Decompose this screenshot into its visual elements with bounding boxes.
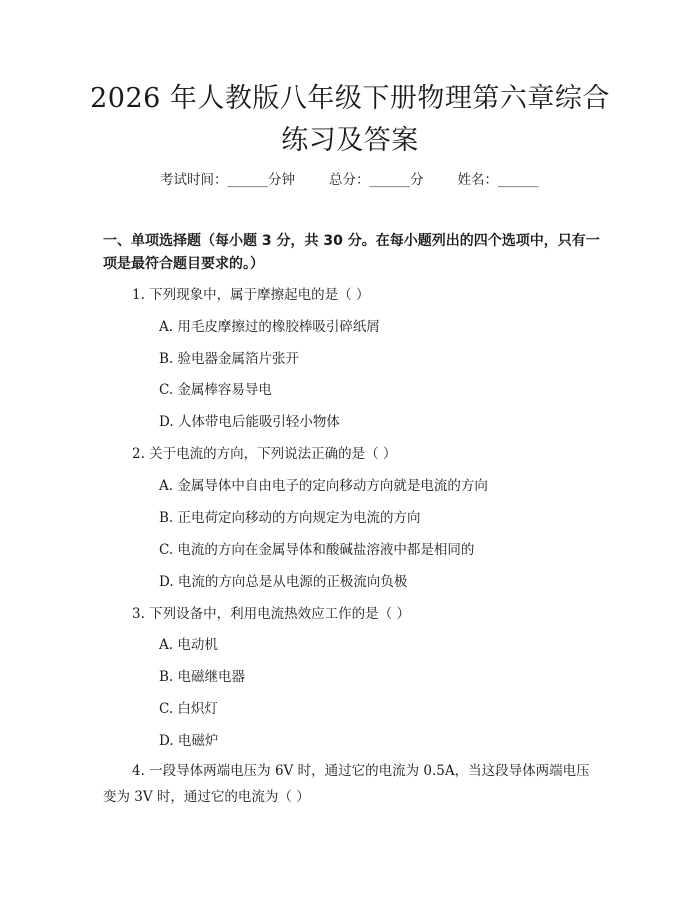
question-2-stem: 2. 关于电流的方向，下列说法正确的是（ ） xyxy=(132,446,397,462)
question-3-option-b: B. 电磁继电器 xyxy=(159,669,246,685)
section-heading: 一、单项选择题（每小题 3 分，共 30 分。在每小题列出的四个选项中，只有一项是最符合题目要求的。） xyxy=(103,233,600,272)
question-3-option-d: D. 电磁炉 xyxy=(159,733,219,749)
question-1-option-d: D. 人体带电后能吸引轻小物体 xyxy=(159,414,340,430)
question-3-stem: 3. 下列设备中，利用电流热效应工作的是（ ） xyxy=(132,606,410,622)
question-1-option-a: A. 用毛皮摩擦过的橡胶棒吸引碎纸屑 xyxy=(159,319,380,335)
question-1-stem: 1. 下列现象中，属于摩擦起电的是（ ） xyxy=(132,287,370,303)
question-1-option-c: C. 金属棒容易导电 xyxy=(159,382,272,398)
question-4-stem: 4. 一段导体两端电压为 6V 时，通过它的电流为 0.5A，当这段导体两端电压变为 3V 时，通过它的电流为（ ） xyxy=(103,763,590,805)
question-2-option-a: A. 金属导体中自由电子的定向移动方向就是电流的方向 xyxy=(159,478,488,494)
total-score-field: 总分：______分 xyxy=(329,172,424,188)
question-1-option-b: B. 验电器金属箔片张开 xyxy=(159,351,300,367)
student-name-field: 姓名：______ xyxy=(457,172,539,188)
question-3-option-c: C. 白炽灯 xyxy=(159,701,218,717)
question-3-option-a: A. 电动机 xyxy=(159,637,218,653)
document-title: 2026 年人教版八年级下册物理第六章综合练习及答案 xyxy=(90,83,610,156)
exam-time-field: 考试时间：______分钟 xyxy=(160,172,295,188)
exam-meta xyxy=(160,168,539,188)
question-2-option-b: B. 正电荷定向移动的方向规定为电流的方向 xyxy=(159,510,421,526)
question-2-option-d: D. 电流的方向总是从电源的正极流向负极 xyxy=(159,574,408,590)
question-2-option-c: C. 电流的方向在金属导体和酸碱盐溶液中都是相同的 xyxy=(159,542,475,558)
